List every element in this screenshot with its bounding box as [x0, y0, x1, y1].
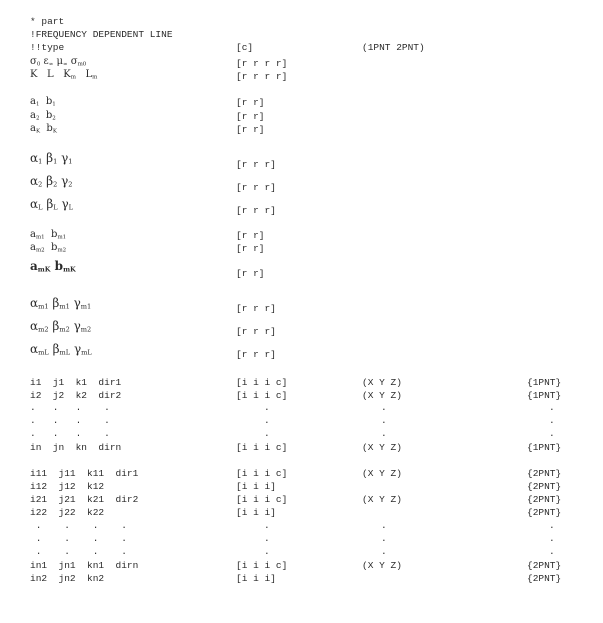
symbol-base: β [48, 296, 60, 310]
two-point-xyz-21: (X Y Z) [362, 494, 402, 505]
abm-row-2 [30, 243, 66, 253]
one-point-ellipsis-tag-2: . [549, 415, 555, 426]
symbol-base: μ [53, 56, 63, 67]
symbol-subscript: mK [37, 265, 51, 274]
two-point-ellipsis-fmt-3: . [264, 546, 270, 557]
abg-format-1: [r r r] [236, 159, 276, 170]
two-point-ellipsis-xyz-1: . [381, 520, 387, 531]
two-point-ellipsis-cols-2: . . . . [30, 533, 127, 544]
symbol-subscript: mK [63, 265, 76, 274]
two-point-tag-11: {2PNT} [527, 468, 562, 479]
two-point-tag-12: {2PNT} [527, 481, 562, 492]
abg-row-1 [30, 152, 72, 164]
two-point-fmt-n2: [i i i] [236, 573, 276, 584]
one-point-cols-1: i1 j1 k1 dir1 [30, 377, 122, 388]
symbol-base: a [30, 229, 36, 240]
symbol-subscript: 2 [53, 180, 58, 189]
abm-row-1 [30, 230, 66, 240]
symbol-base: β [48, 319, 60, 333]
symbol-subscript: 0 [36, 61, 41, 68]
abgm-row-l [30, 343, 92, 355]
param-format-row2: [r r r r] [236, 71, 288, 82]
abg-format-l: [r r r] [236, 205, 276, 216]
two-point-ellipsis-xyz-2: . [381, 533, 387, 544]
two-point-cols-n1: in1 jn1 kn1 dirn [30, 560, 139, 571]
symbol-base: α [30, 342, 39, 356]
symbol-base: a [30, 123, 36, 134]
one-point-cols-n: in jn kn dirn [30, 442, 122, 453]
two-point-ellipsis-cols-3: . . . . [30, 546, 127, 557]
symbol-subscript: ∞ [48, 61, 54, 68]
one-point-ellipsis-fmt-3: . [264, 428, 270, 439]
symbol-base: α [30, 197, 39, 211]
abg-row-l [30, 198, 73, 210]
one-point-xyz-n: (X Y Z) [362, 442, 402, 453]
symbol-base: α [30, 296, 39, 310]
two-point-ellipsis-cols-1: . . . . [30, 520, 127, 531]
param-symbols-row2 [30, 70, 97, 80]
abgm-format-l: [r r r] [236, 349, 276, 360]
symbol-base: a [30, 259, 38, 273]
symbol-base: β [48, 342, 60, 356]
symbol-subscript: m [70, 74, 76, 81]
symbol-base: γ [70, 342, 82, 356]
two-point-tag-22: {2PNT} [527, 507, 562, 518]
one-point-fmt-1: [i i i c] [236, 377, 288, 388]
one-point-ellipsis-xyz-3: . [381, 428, 387, 439]
two-point-ellipsis-fmt-2: . [264, 533, 270, 544]
symbol-base: b [40, 123, 53, 134]
two-point-xyz-n1: (X Y Z) [362, 560, 402, 571]
symbol-base: a [30, 242, 36, 253]
symbol-base: σ [30, 56, 37, 67]
ab-format-k: [r r] [236, 124, 265, 135]
section-title: !FREQUENCY DEPENDENT LINE [30, 29, 173, 40]
abgm-row-2 [30, 320, 91, 332]
symbol-subscript: mL [81, 348, 92, 357]
two-point-fmt-n1: [i i i c] [236, 560, 288, 571]
one-point-xyz-1: (X Y Z) [362, 377, 402, 388]
param-symbols-row1 [30, 57, 86, 67]
type-options: (1PNT 2PNT) [362, 42, 425, 53]
two-point-tag-n1: {2PNT} [527, 560, 562, 571]
symbol-subscript: 1 [68, 157, 73, 166]
symbol-base: b [44, 242, 58, 253]
symbol-subscript: m2 [80, 325, 92, 334]
symbol-subscript: 1 [53, 157, 58, 166]
abm-format-1: [r r] [236, 230, 265, 241]
symbol-subscript: mL [38, 348, 49, 357]
two-point-fmt-22: [i i i] [236, 507, 276, 518]
abm-row-k [30, 260, 76, 272]
symbol-base: b [50, 259, 64, 273]
symbol-base: L [37, 69, 54, 80]
abm-format-2: [r r] [236, 243, 265, 254]
two-point-tag-n2: {2PNT} [527, 573, 562, 584]
two-point-cols-11: i11 j11 k11 dir1 [30, 468, 139, 479]
two-point-fmt-21: [i i i c] [236, 494, 288, 505]
symbol-base: α [30, 319, 39, 333]
symbol-base: K [53, 69, 71, 80]
one-point-ellipsis-cols-2: . . . . [30, 415, 110, 426]
symbol-subscript: m1 [35, 234, 45, 241]
ab-format-1: [r r] [236, 97, 265, 108]
symbol-subscript: m2 [35, 247, 45, 254]
symbol-subscript: 1 [38, 157, 43, 166]
symbol-subscript: m1 [80, 302, 92, 311]
symbol-subscript: m1 [57, 234, 67, 241]
symbol-base: α [30, 151, 39, 165]
abgm-row-1 [30, 297, 91, 309]
symbol-subscript: 1 [35, 101, 40, 108]
one-point-cols-2: i2 j2 k2 dir2 [30, 390, 122, 401]
type-label: !!type [30, 42, 65, 53]
symbol-base: γ [69, 319, 81, 333]
abm-format-k: [r r] [236, 268, 265, 279]
two-point-cols-12: i12 j12 k12 [30, 481, 105, 492]
type-format: [c] [236, 42, 254, 53]
symbol-subscript: mL [59, 348, 71, 357]
two-point-cols-21: i21 j21 k21 dir2 [30, 494, 139, 505]
symbol-subscript: m1 [59, 302, 70, 311]
ab-row-k [30, 124, 57, 134]
one-point-tag-2: {1PNT} [527, 390, 562, 401]
two-point-tag-21: {2PNT} [527, 494, 562, 505]
symbol-base: γ [57, 197, 69, 211]
one-point-ellipsis-xyz-2: . [381, 415, 387, 426]
symbol-subscript: 2 [38, 180, 43, 189]
two-point-ellipsis-fmt-1: . [264, 520, 270, 531]
abgm-format-2: [r r r] [236, 326, 276, 337]
symbol-subscript: m2 [38, 325, 49, 334]
symbol-base: β [42, 174, 54, 188]
two-point-ellipsis-xyz-3: . [381, 546, 387, 557]
ab-row-2 [30, 111, 56, 121]
param-format-row1: [r r r r] [236, 58, 288, 69]
symbol-subscript: m2 [57, 247, 67, 254]
symbol-subscript: m1 [38, 302, 49, 311]
symbol-subscript: 1 [52, 101, 56, 108]
symbol-subscript: K [35, 128, 41, 135]
one-point-ellipsis-cols-1: . . . . [30, 402, 110, 413]
one-point-ellipsis-fmt-1: . [264, 402, 270, 413]
symbol-base: L [75, 69, 93, 80]
symbol-subscript: L [38, 203, 43, 212]
symbol-subscript: m2 [59, 325, 70, 334]
symbol-subscript: ∞ [62, 61, 68, 68]
one-point-ellipsis-fmt-2: . [264, 415, 270, 426]
abgm-format-1: [r r r] [236, 303, 276, 314]
symbol-subscript: K [52, 128, 57, 135]
one-point-fmt-n: [i i i c] [236, 442, 288, 453]
one-point-ellipsis-tag-1: . [549, 402, 555, 413]
two-point-cols-n2: in2 jn2 kn2 [30, 573, 105, 584]
symbol-subscript: 2 [35, 115, 40, 122]
abg-format-2: [r r r] [236, 182, 276, 193]
symbol-base: γ [69, 296, 81, 310]
symbol-base: K [30, 69, 38, 80]
two-point-fmt-11: [i i i c] [236, 468, 288, 479]
symbol-subscript: L [68, 203, 74, 212]
symbol-base: γ [57, 174, 69, 188]
symbol-subscript: L [53, 203, 58, 212]
one-point-tag-1: {1PNT} [527, 377, 562, 388]
symbol-base: a [30, 110, 36, 121]
comment-line: * part [30, 16, 65, 27]
one-point-ellipsis-cols-3: . . . . [30, 428, 110, 439]
two-point-ellipsis-tag-3: . [549, 546, 555, 557]
one-point-ellipsis-tag-3: . [549, 428, 555, 439]
two-point-cols-22: i22 j22 k22 [30, 507, 105, 518]
one-point-xyz-2: (X Y Z) [362, 390, 402, 401]
symbol-base: β [42, 197, 54, 211]
symbol-base: b [44, 229, 58, 240]
two-point-xyz-11: (X Y Z) [362, 468, 402, 479]
two-point-ellipsis-tag-1: . [549, 520, 555, 531]
one-point-tag-n: {1PNT} [527, 442, 562, 453]
two-point-fmt-12: [i i i] [236, 481, 276, 492]
symbol-base: b [39, 110, 53, 121]
symbol-base: γ [57, 151, 69, 165]
one-point-fmt-2: [i i i c] [236, 390, 288, 401]
symbol-base: σ [67, 56, 78, 67]
symbol-base: a [30, 96, 36, 107]
symbol-base: ε [40, 56, 49, 67]
symbol-subscript: m0 [77, 61, 87, 68]
one-point-ellipsis-xyz-1: . [381, 402, 387, 413]
symbol-subscript: 2 [52, 115, 56, 122]
symbol-base: β [42, 151, 54, 165]
symbol-base: α [30, 174, 39, 188]
symbol-base: b [39, 96, 53, 107]
ab-format-2: [r r] [236, 111, 265, 122]
ab-row-1 [30, 97, 56, 107]
two-point-ellipsis-tag-2: . [549, 533, 555, 544]
symbol-subscript: m [92, 74, 98, 81]
abg-row-2 [30, 175, 72, 187]
symbol-subscript: 2 [68, 180, 73, 189]
